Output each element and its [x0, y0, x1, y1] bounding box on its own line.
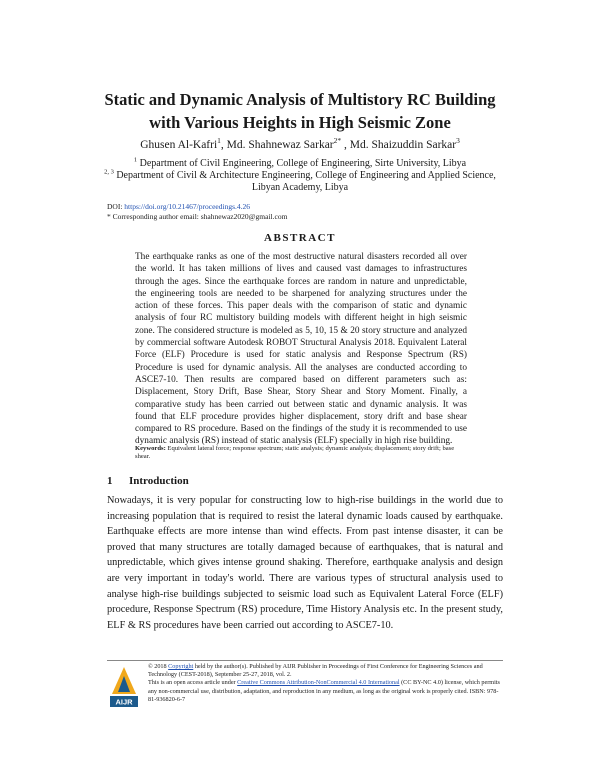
author-2: , Md. Shahnewaz Sarkar [220, 139, 334, 151]
license-text: (CC BY-NC 4.0) license, which permits any non-commercial use, distribution, adaptation, and reproduction in any medium, as long as the original work is properly cited. ISBN: 978-81-936820-6-7 [148, 679, 500, 703]
copyright-line [148, 663, 504, 679]
affiliation-2-sup: 2, 3 [104, 168, 114, 176]
copyright-link[interactable]: Copyright [168, 663, 194, 670]
affiliation-2 [100, 170, 500, 194]
author-3: , Md. Shaizuddin Sarkar [341, 139, 457, 151]
abstract-heading: ABSTRACT [264, 232, 336, 244]
author-list [60, 136, 540, 151]
keywords [135, 445, 467, 461]
doi-label: DOI: [107, 202, 125, 211]
author-1-sup: 1 [217, 136, 221, 146]
section-title: Introduction [129, 475, 189, 487]
license-link[interactable]: Creative Commons Attribution-NonCommercial 4.0 International [237, 679, 400, 687]
logo-text: AIJR [115, 697, 133, 707]
affiliation-1-text: Department of Civil Engineering, College of Engineering, Sirte University, Libya [137, 158, 467, 169]
author-1: Ghusen Al-Kafri [140, 139, 218, 151]
footer-divider [107, 660, 503, 661]
section-number: 1 [107, 475, 113, 487]
affiliation-2-text: Department of Civil & Architecture Engineering, College of Engineering and Applied Science, Libyan Academy, Libya [113, 170, 496, 193]
license-line [148, 679, 504, 704]
paper-title [60, 88, 540, 134]
abstract-text: The earthquake ranks as one of the most destructive natural disasters recorded all over the world. It has taken millions of lives and caused vast damages to infrastructures through the ages. Since the earthquake forces are random in nature and unpredictable, the engineering tools are needed to be sharpened for analyzing structures under the action of these forces. This paper deals with the comparison of static and dynamic analysis of four RC multistory building models with different height in high seismic zone. The considered structure is modeled as 5, 10, 15 & 20 story structure and analyzed by commercial software Autodesk ROBOT Structural Analysis 2018. Equivalent Lateral Force (ELF) Procedure is used for static analysis and Response Spectrum (RS) Procedure is used for dynamic analysis. All the analyses are conducted according to ASCE7-10. Then results are compared based on different parameters such as: Displacement, Story Drift, Base Shear, Story Shear and Story Moment. Finally, a comparative study has been carried out between static and dynamic analysis. It was found that ELF procedure provides higher displacement, story drift and base shear compared to RS procedure. Based on the findings of the study it is recommended to use dynamic analysis (RS) instead of static analysis (ELF) specially in high rise building. [135, 252, 467, 447]
author-3-sup: 3 [456, 136, 460, 146]
corresponding-author: * Corresponding author email: shahnewaz2020@gmail.com [107, 212, 288, 221]
introduction-text: Nowadays, it is very popular for constructing low to high-rise buildings in the world due to increasing population that is required to resist the lateral dynamic loads caused by earthquake. Earthquake effects are more intense than wind effects. From past intense disaster, it can be proved that many structures are totally damaged because of earthquakes, that is natural and unpredictable, which gives intense ground shaking. Therefore, earthquake analysis and design are very important in today's world. There are various types of structural analysis used to analyse high-rise buildings subjected to seismic load such as Equivalent Lateral Force (ELF) procedure, Response Spectrum (RS) procedure, Time History Analysis etc. In the present study, ELF & RS procedures have been carried out according to ASCE7-10. [107, 495, 503, 631]
doi-link[interactable]: https://doi.org/10.21467/proceedings.4.26 [124, 202, 250, 211]
keywords-label: Keywords: [135, 445, 166, 452]
title-line-1: Static and Dynamic Analysis of Multistory RC Building [104, 90, 496, 109]
keywords-text: Equivalent lateral force; response spectrum; static analysis; dynamic analysis; displacement; story drift; base shear. [135, 445, 455, 461]
license-footer [148, 663, 504, 704]
copyright-text: held by the author(s). Published by AIJR Publisher in Proceedings of First Conference for Engineering Sciences and Technology (CEST-2018), September 25-27, 2018, vol. 2. [148, 663, 483, 679]
affiliation-1-sup: 1 [133, 156, 138, 164]
affiliation-1 [100, 158, 500, 170]
author-2-sup: 2* [333, 136, 342, 146]
title-line-2: with Various Heights in High Seismic Zone [149, 113, 451, 132]
doi-line [107, 202, 250, 211]
aijr-logo [108, 664, 140, 710]
copyright-prefix: © 2018 [148, 663, 169, 670]
license-prefix: This is an open access article under [148, 679, 238, 687]
section-heading [107, 475, 189, 487]
